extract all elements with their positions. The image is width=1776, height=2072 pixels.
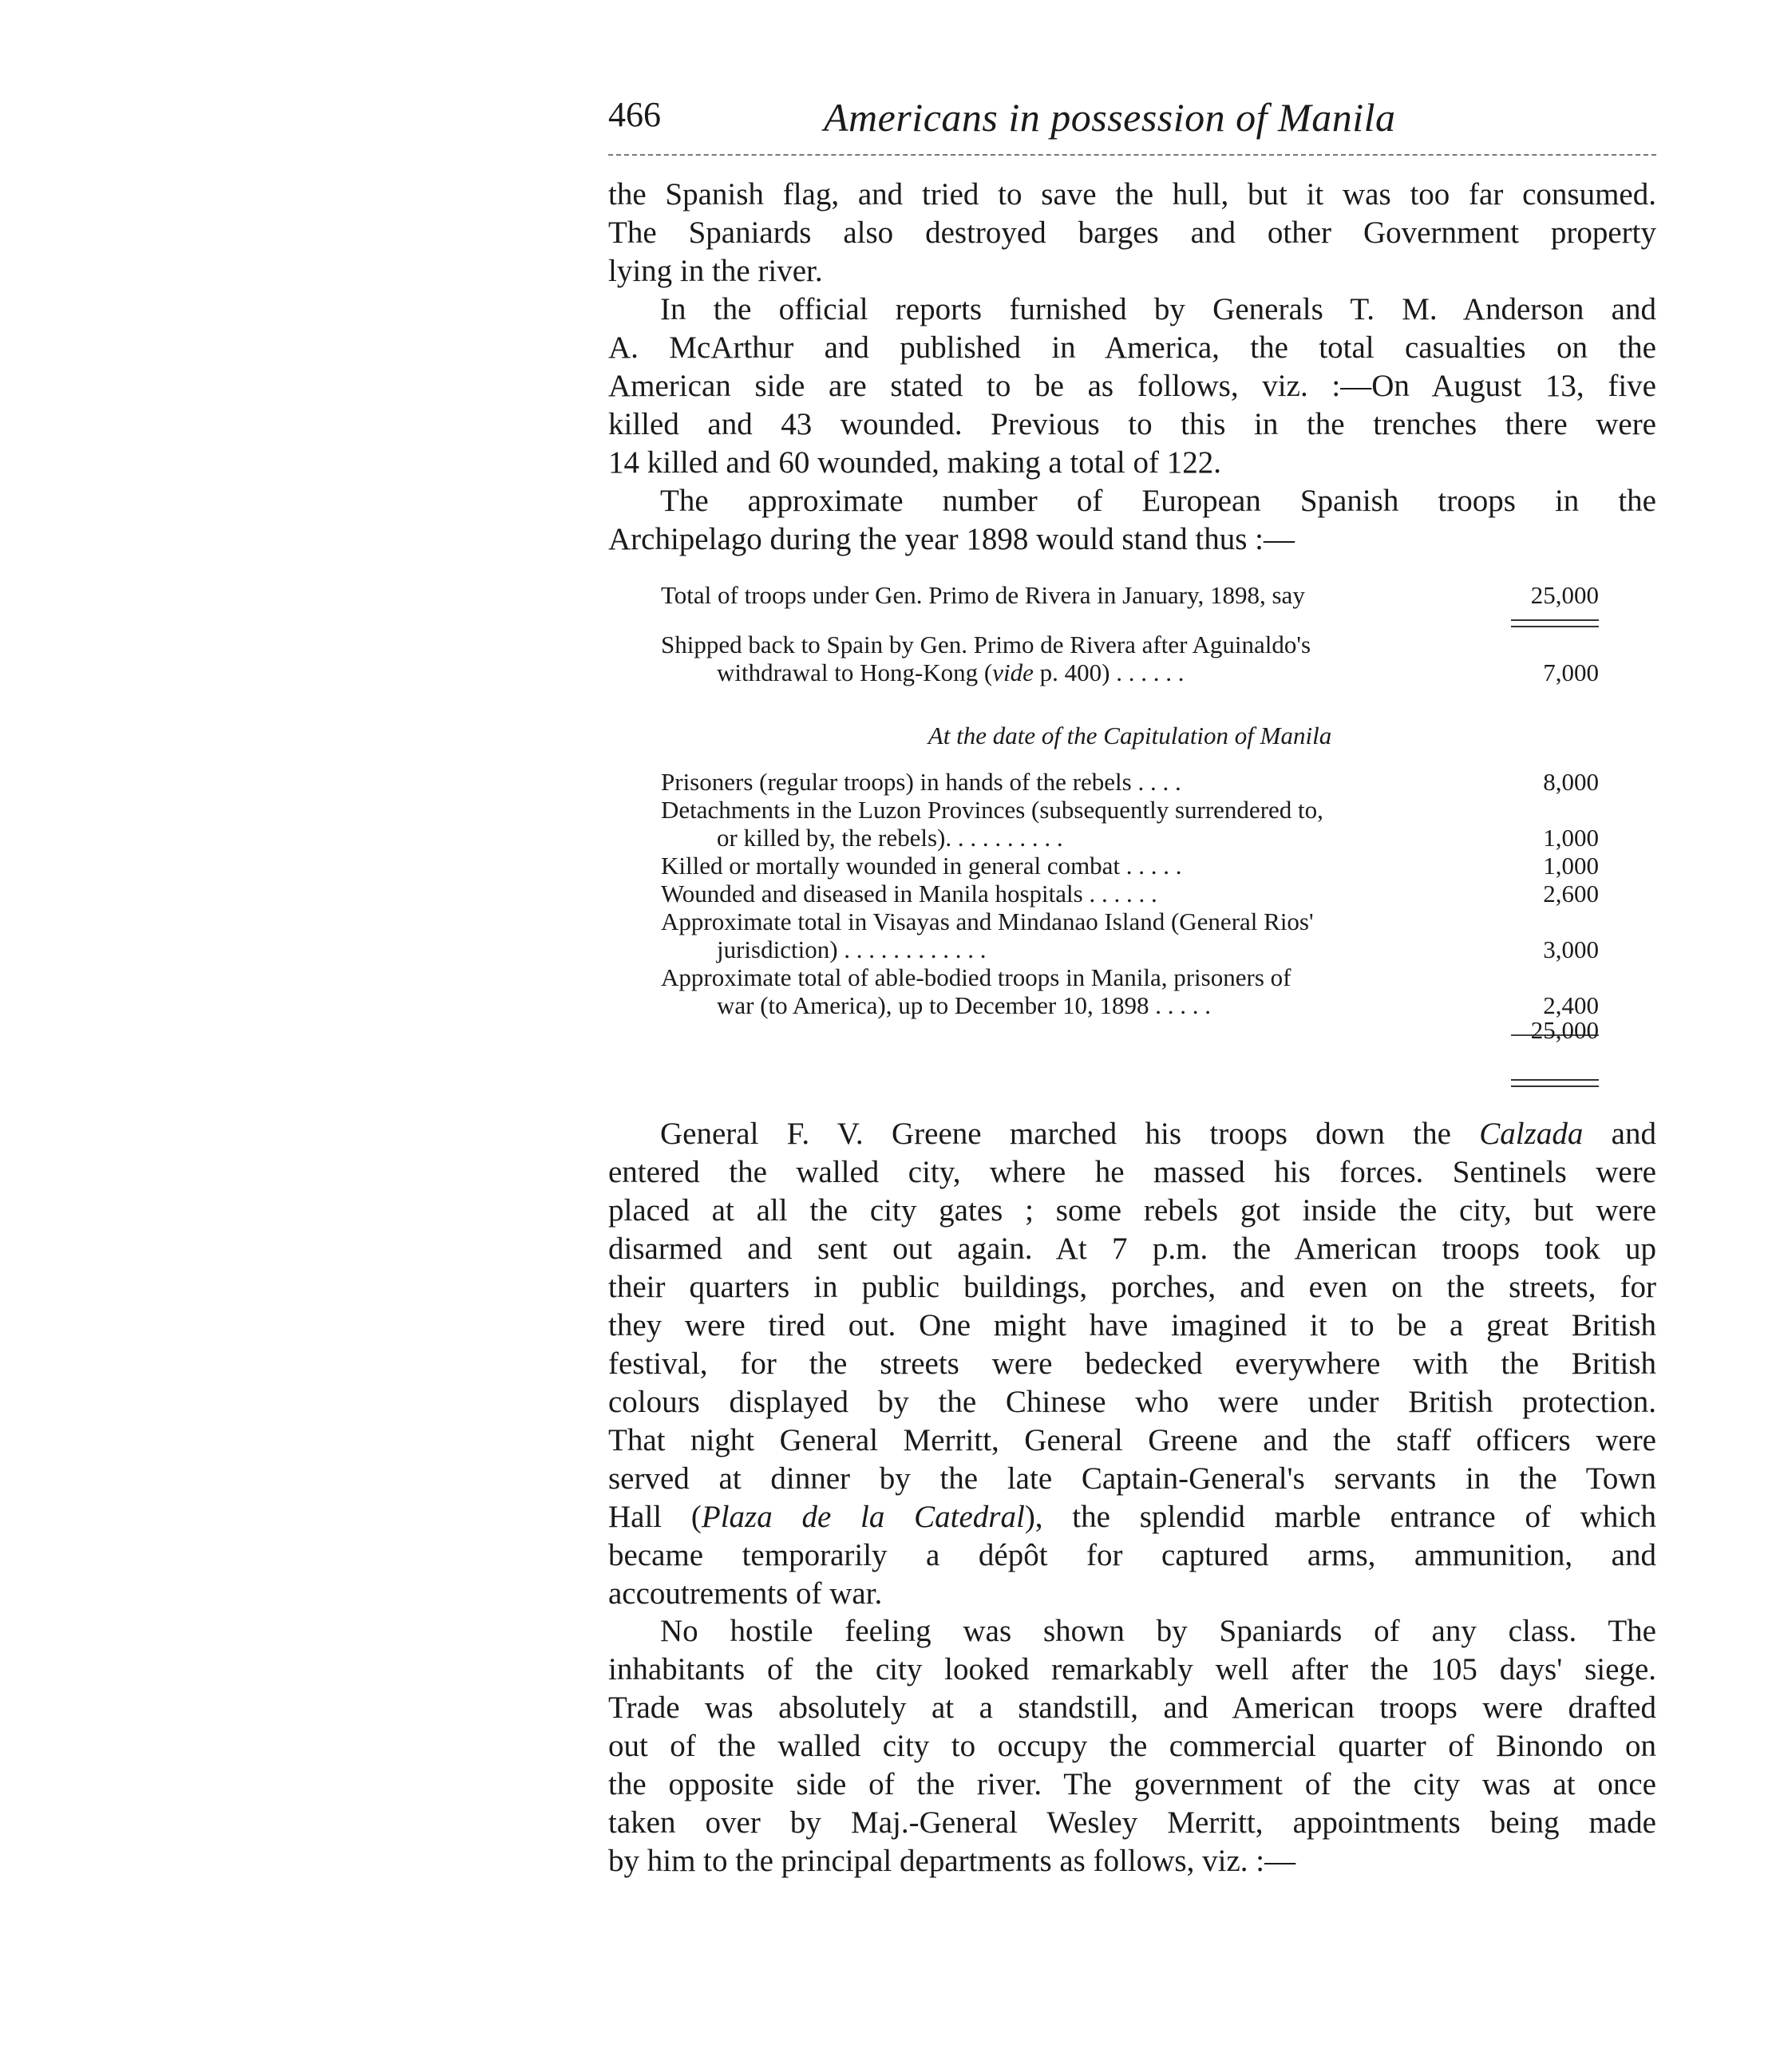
row-value: 8,000: [1543, 768, 1599, 796]
row-label: [661, 768, 1599, 796]
text-line: No hostile feeling was shown by Spaniards of any class. The: [660, 1614, 1656, 1648]
text-line: Hall (Plaza de la Catedral), the splendid marble entrance of which: [608, 1500, 1657, 1534]
text-line: inhabitants of the city looked remarkably well after the 105 days' siege.: [608, 1652, 1656, 1686]
row-value: 2,600: [1543, 880, 1599, 907]
text-line: killed and 43 wounded. Previous to this in the trenches there were: [608, 407, 1656, 441]
text-line: A. McArthur and published in America, the total casualties on the: [608, 330, 1656, 365]
capitulation-table: [661, 768, 1599, 1019]
row-label-line1: Approximate total of able-bodied troops in Manila, prisoners of: [661, 963, 1291, 991]
row-value: 1,000: [1543, 852, 1599, 880]
row-label-line2: withdrawal to Hong-Kong (vide p. 400) . . . . . .: [717, 658, 1185, 686]
row-label: [661, 880, 1599, 907]
text-line: taken over by Maj.-General Wesley Merritt, appointments being made: [608, 1805, 1656, 1840]
text-line: served at dinner by the late Captain-General's servants in the Town: [608, 1461, 1656, 1496]
double-rule: [1511, 619, 1599, 627]
row-label-line1: Killed or mortally wounded in general combat . . . . .: [661, 852, 1182, 880]
page-header: [608, 94, 1656, 150]
row-label-line2: jurisdiction) . . . . . . . . . . . .: [717, 935, 987, 963]
table-row: [661, 963, 1599, 1019]
row-value: 3,000: [1543, 935, 1599, 963]
text-line: colours displayed by the Chinese who were under British protection.: [608, 1385, 1656, 1419]
grand-total-value: 25,000: [1530, 1016, 1599, 1044]
text-line: That night General Merritt, General Greene and the staff officers were: [608, 1423, 1656, 1457]
paragraph-2: [608, 291, 1656, 482]
text-line: by him to the principal departments as follows, viz. :—: [608, 1844, 1296, 1878]
row-label-line1: Approximate total in Visayas and Mindanao Island (General Rios': [661, 907, 1314, 935]
text-line: In the official reports furnished by Generals T. M. Anderson and: [660, 292, 1656, 326]
text-line: entered the walled city, where he massed his forces. Sentinels were: [608, 1155, 1656, 1189]
text-line: lying in the river.: [608, 254, 823, 288]
table-row-shipped: [661, 631, 1599, 686]
italic-phrase: Plaza de la Catedral: [701, 1500, 1025, 1534]
table-subheading: At the date of the Capitulation of Manila: [928, 722, 1332, 749]
text-line: Trade was absolutely at a standstill, and American troops were drafted: [608, 1690, 1656, 1725]
italic-word: Calzada: [1479, 1117, 1584, 1151]
row-value: 2,400: [1543, 991, 1599, 1019]
row-label-line1: Shipped back to Spain by Gen. Primo de Rivera after Aguinaldo's: [661, 631, 1311, 658]
troops-table: [661, 581, 1599, 609]
row-label: Total of troops under Gen. Primo de Rivera in January, 1898, say: [661, 581, 1305, 609]
text-line: The approximate number of European Spanish troops in the: [660, 484, 1656, 518]
text-line: placed at all the city gates ; some rebels got inside the city, but were: [608, 1193, 1656, 1228]
text-line: out of the walled city to occupy the commercial quarter of Binondo on: [608, 1729, 1656, 1763]
row-label: [661, 852, 1599, 880]
paragraph-5: [608, 1612, 1656, 1880]
text-line: 14 killed and 60 wounded, making a total of 122.: [608, 445, 1221, 480]
text-line: the Spanish flag, and tried to save the hull, but it was too far consumed.: [608, 177, 1656, 212]
page-number: 466: [608, 95, 661, 134]
double-rule: [1511, 1079, 1599, 1087]
table-row: [661, 907, 1599, 963]
row-label: [661, 796, 1599, 852]
row-label: [661, 963, 1599, 1019]
row-value: 1,000: [1543, 824, 1599, 852]
text-line: they were tired out. One might have imagined it to be a great British: [608, 1308, 1656, 1342]
table-row: [661, 880, 1599, 907]
row-value: 7,000: [1543, 658, 1599, 686]
table-row: [661, 768, 1599, 796]
text-line: festival, for the streets were bedecked everywhere with the British: [608, 1346, 1656, 1381]
row-label-line2: or killed by, the rebels). . . . . . . . . .: [717, 824, 1063, 852]
table-row: [661, 796, 1599, 852]
paragraph-3: [608, 482, 1656, 559]
running-title: Americans in possession of Manila: [824, 95, 1396, 140]
text-line: General F. V. Greene marched his troops down the Calzada and: [660, 1117, 1656, 1151]
paragraph-1: [608, 176, 1656, 291]
row-value: 25,000: [1530, 581, 1599, 609]
text-line: American side are stated to be as follows, viz. :—On August 13, five: [608, 369, 1656, 403]
row-label-line1: Detachments in the Luzon Provinces (subsequently surrendered to,: [661, 796, 1323, 824]
row-label: [661, 631, 1599, 686]
table-row-total: [661, 581, 1599, 609]
text-line: became temporarily a dépôt for captured arms, ammunition, and: [608, 1538, 1656, 1572]
text-line: disarmed and sent out again. At 7 p.m. the American troops took up: [608, 1232, 1656, 1266]
table-row: [661, 852, 1599, 880]
troops-table-shipped: [661, 631, 1599, 686]
row-label: [661, 907, 1599, 963]
text-line: accoutrements of war.: [608, 1576, 883, 1611]
text-line: Archipelago during the year 1898 would stand thus :—: [608, 522, 1295, 556]
italic-word: vide: [992, 658, 1034, 686]
header-rule: [608, 154, 1656, 156]
text-line: The Spaniards also destroyed barges and other Government property: [608, 216, 1656, 250]
text-line: their quarters in public buildings, porches, and even on the streets, for: [608, 1270, 1656, 1304]
row-label-line1: Wounded and diseased in Manila hospitals . . . . . .: [661, 880, 1157, 907]
paragraph-4: [608, 1115, 1656, 1613]
row-label-line1: Prisoners (regular troops) in hands of the rebels . . . .: [661, 768, 1181, 796]
text-line: the opposite side of the river. The government of the city was at once: [608, 1767, 1656, 1801]
row-label-line2: war (to America), up to December 10, 1898 . . . . .: [717, 991, 1211, 1019]
